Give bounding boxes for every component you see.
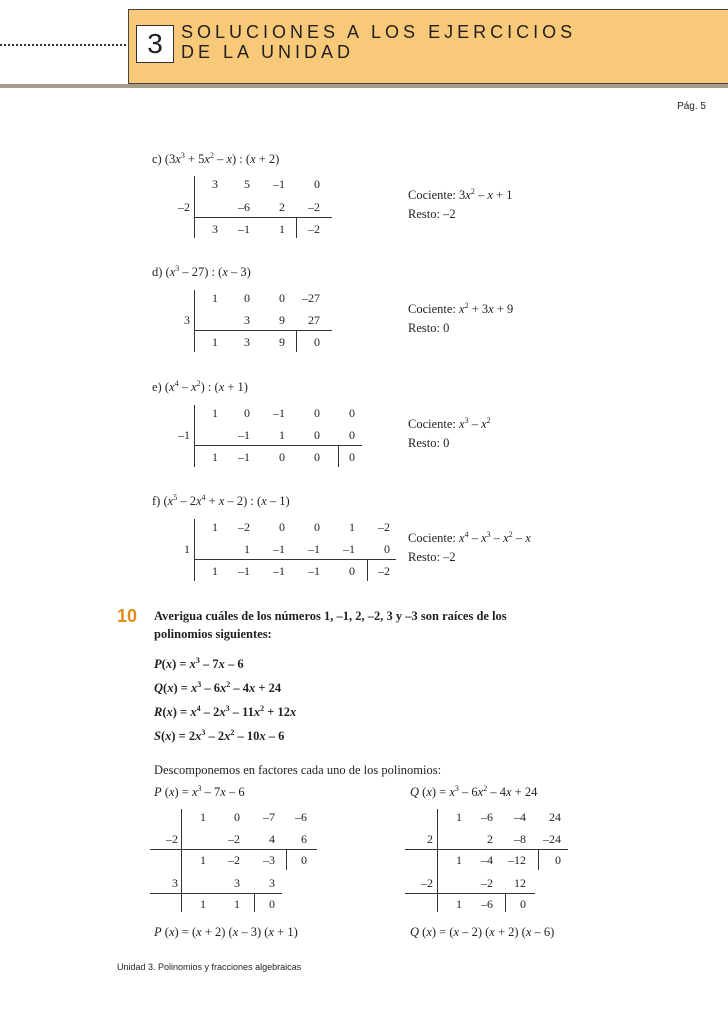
ruffini-vertical-line	[194, 519, 195, 581]
ruffini-cell: 0	[244, 291, 250, 305]
p-title: P $(x) = x^3 - 7x - 6$	[154, 784, 245, 799]
remainder-box-line	[367, 559, 368, 581]
ruffini-cell: 2	[279, 200, 285, 214]
poly-p: $P(x) = x^3 - 7x - 6$	[154, 656, 244, 671]
ruffini-cell: 0	[349, 450, 355, 464]
ruffini-cell: 1	[456, 810, 462, 824]
ruffini-divisor: 1	[184, 542, 190, 556]
ruffini-cell: –1	[273, 406, 285, 420]
ruffini-cell: 0	[555, 853, 561, 867]
remainder-box-line	[254, 893, 255, 912]
ruffini-cell: 0	[314, 428, 320, 442]
ruffini-horizontal-line	[194, 445, 362, 446]
ruffini-horizontal-line	[150, 893, 282, 894]
ruffini-cell: 1	[279, 428, 285, 442]
ruffini-cell: –24	[543, 832, 561, 846]
ruffini-divisor: 3	[172, 876, 178, 890]
ruffini-cell: –2	[238, 520, 250, 534]
ruffini-cell: 0	[269, 897, 275, 911]
poly-s: $S(x) = 2x^3 - 2x^2 - 10x - 6$	[154, 728, 285, 743]
ruffini-cell: 4	[269, 832, 275, 846]
ruffini-cell: 1	[212, 406, 218, 420]
dotted-rule	[0, 44, 130, 46]
ruffini-cell: 9	[279, 335, 285, 349]
exercise-e-resto: Resto: 0	[408, 436, 450, 450]
remainder-box-line	[538, 849, 539, 870]
ruffini-cell: 3	[212, 222, 218, 236]
poly-r: $R(x) = x^4 - 2x^3 - 11x^2 + 12x$	[154, 704, 297, 719]
ruffini-cell: 0	[520, 897, 526, 911]
ruffini-cell: –1	[238, 564, 250, 578]
footer: Unidad 3. Polinomios y fracciones algebraicas	[117, 962, 302, 972]
ruffini-cell: –4	[514, 810, 526, 824]
ruffini-divisor: 2	[427, 832, 433, 846]
ruffini-cell: 1	[244, 542, 250, 556]
ruffini-horizontal-line	[405, 893, 535, 894]
ruffini-cell: –27	[302, 291, 320, 305]
exercise-d-resto: Resto: 0	[408, 321, 450, 335]
ruffini-vertical-line	[437, 809, 438, 912]
remainder-box-line	[296, 330, 297, 352]
exercise-10-statement-line2: polinomios siguientes:	[154, 627, 272, 641]
exercise-c-label: c) $(3x^3 + 5x^2 - x)$ : (x + 2)	[152, 151, 280, 166]
ruffini-cell: 0	[384, 542, 390, 556]
ruffini-cell: –1	[273, 542, 285, 556]
ruffini-cell: 3	[244, 335, 250, 349]
ruffini-divisor: –2	[166, 832, 178, 846]
ruffini-cell: 9	[279, 313, 285, 327]
ruffini-cell: 1	[234, 897, 240, 911]
ruffini-cell: 1	[200, 897, 206, 911]
ruffini-cell: 0	[279, 520, 285, 534]
ruffini-divisor: –1	[178, 428, 190, 442]
ruffini-cell: –1	[273, 564, 285, 578]
ruffini-horizontal-line	[150, 849, 317, 850]
ruffini-cell: 0	[314, 450, 320, 464]
ruffini-cell: 0	[279, 450, 285, 464]
ruffini-cell: –12	[508, 853, 526, 867]
ruffini-cell: 12	[514, 876, 526, 890]
ruffini-cell: –2	[308, 222, 320, 236]
ruffini-cell: –4	[481, 853, 493, 867]
ruffini-cell: 1	[456, 853, 462, 867]
ruffini-cell: 3	[234, 876, 240, 890]
ruffini-horizontal-line	[405, 849, 568, 850]
ruffini-cell: 0	[244, 406, 250, 420]
ruffini-divisor: 3	[184, 313, 190, 327]
header-shadow	[0, 84, 728, 88]
ruffini-cell: –2	[308, 200, 320, 214]
ruffini-cell: –2	[228, 832, 240, 846]
ruffini-cell: –2	[481, 876, 493, 890]
exercise-f-label: f) $(x^5 - 2x^4 + x - 2)$ : (x – 1)	[152, 493, 290, 508]
ruffini-cell: –6	[295, 810, 307, 824]
exercise-c-resto: Resto: –2	[408, 207, 456, 221]
remainder-box-line	[296, 217, 297, 238]
ruffini-divisor: –2	[178, 200, 190, 214]
ruffini-cell: 1	[212, 450, 218, 464]
ruffini-cell: 1	[200, 853, 206, 867]
ruffini-cell: 0	[234, 810, 240, 824]
ruffini-cell: 1	[200, 810, 206, 824]
ruffini-cell: 1	[279, 222, 285, 236]
ruffini-cell: 3	[269, 876, 275, 890]
ruffini-cell: 0	[314, 520, 320, 534]
ruffini-cell: 0	[314, 177, 320, 191]
ruffini-cell: 0	[301, 853, 307, 867]
factor-intro: Descomponemos en factores cada uno de los polinomios:	[154, 763, 442, 777]
remainder-box-line	[286, 849, 287, 870]
ruffini-cell: –7	[263, 810, 275, 824]
ruffini-cell: –1	[238, 222, 250, 236]
unit-number: 3	[136, 25, 174, 63]
ruffini-cell: –1	[308, 564, 320, 578]
ruffini-cell: 2	[487, 832, 493, 846]
exercise-10-statement-line1: Averigua cuáles de los números 1, –1, 2, –2, 3 y –3 son raíces de los	[154, 609, 507, 623]
ruffini-cell: 1	[212, 564, 218, 578]
ruffini-cell: 1	[212, 520, 218, 534]
ruffini-cell: –8	[514, 832, 526, 846]
ruffini-horizontal-line	[194, 330, 332, 331]
q-title: Q $(x) = x^3 - 6x^2 - 4x + 24$	[410, 784, 538, 799]
ruffini-cell: 5	[244, 177, 250, 191]
ruffini-cell: 6	[301, 832, 307, 846]
ruffini-cell: –1	[238, 450, 250, 464]
ruffini-cell: –3	[263, 853, 275, 867]
q-result: Q (x) = (x – 2) (x + 2) (x – 6)	[410, 925, 555, 939]
ruffini-vertical-line	[194, 405, 195, 467]
ruffini-cell: –6	[238, 200, 250, 214]
ruffini-vertical-line	[181, 809, 182, 912]
ruffini-cell: 0	[314, 335, 320, 349]
exercise-d-label: d) $(x^3 - 27)$ : (x – 3)	[152, 264, 251, 279]
ruffini-cell: –6	[481, 897, 493, 911]
exercise-e-label: e) $(x^4 - x^2)$ : (x + 1)	[152, 379, 248, 394]
ruffini-cell: 3	[244, 313, 250, 327]
ruffini-divisor: –2	[421, 876, 433, 890]
ruffini-cell: –1	[273, 177, 285, 191]
ruffini-cell: –2	[378, 520, 390, 534]
ruffini-horizontal-line	[194, 217, 332, 218]
ruffini-cell: 24	[549, 810, 561, 824]
exercise-e-cociente: Cociente: $x^3 - x^2$	[408, 416, 491, 431]
ruffini-cell: –1	[238, 428, 250, 442]
poly-q: $Q(x) = x^3 - 6x^2 - 4x + 24$	[154, 680, 282, 695]
exercise-d-cociente: Cociente: $x^2 + 3x + 9$	[408, 301, 514, 316]
ruffini-cell: 1	[456, 897, 462, 911]
ruffini-cell: 27	[308, 313, 320, 327]
exercise-c-cociente: Cociente: $3x^2 - x + 1$	[408, 187, 513, 202]
ruffini-cell: –6	[481, 810, 493, 824]
ruffini-cell: –1	[343, 542, 355, 556]
ruffini-cell: 1	[349, 520, 355, 534]
ruffini-cell: 1	[212, 335, 218, 349]
ruffini-cell: –2	[378, 564, 390, 578]
exercise-f-cociente: Cociente: $x^4 - x^3 - x^2$ – x	[408, 530, 531, 545]
ruffini-cell: 1	[212, 291, 218, 305]
ruffini-vertical-line	[194, 290, 195, 352]
exercise-10-number: 10	[117, 606, 138, 626]
exercise-f-resto: Resto: –2	[408, 550, 456, 564]
ruffini-horizontal-line	[194, 559, 396, 560]
ruffini-vertical-line	[194, 176, 195, 238]
header-title-line2: DE LA UNIDAD	[181, 42, 355, 62]
remainder-box-line	[338, 445, 339, 467]
ruffini-cell: 0	[349, 406, 355, 420]
ruffini-cell: 0	[349, 564, 355, 578]
page-number: Pág. 5	[677, 101, 706, 112]
ruffini-cell: 0	[279, 291, 285, 305]
ruffini-cell: 0	[314, 406, 320, 420]
p-result: P (x) = (x + 2) (x – 3) (x + 1)	[154, 925, 298, 939]
header-title-line1: SOLUCIONES A LOS EJERCICIOS	[181, 22, 577, 42]
ruffini-cell: –2	[228, 853, 240, 867]
ruffini-cell: –1	[308, 542, 320, 556]
remainder-box-line	[505, 893, 506, 912]
ruffini-cell: 3	[212, 177, 218, 191]
ruffini-cell: 0	[349, 428, 355, 442]
